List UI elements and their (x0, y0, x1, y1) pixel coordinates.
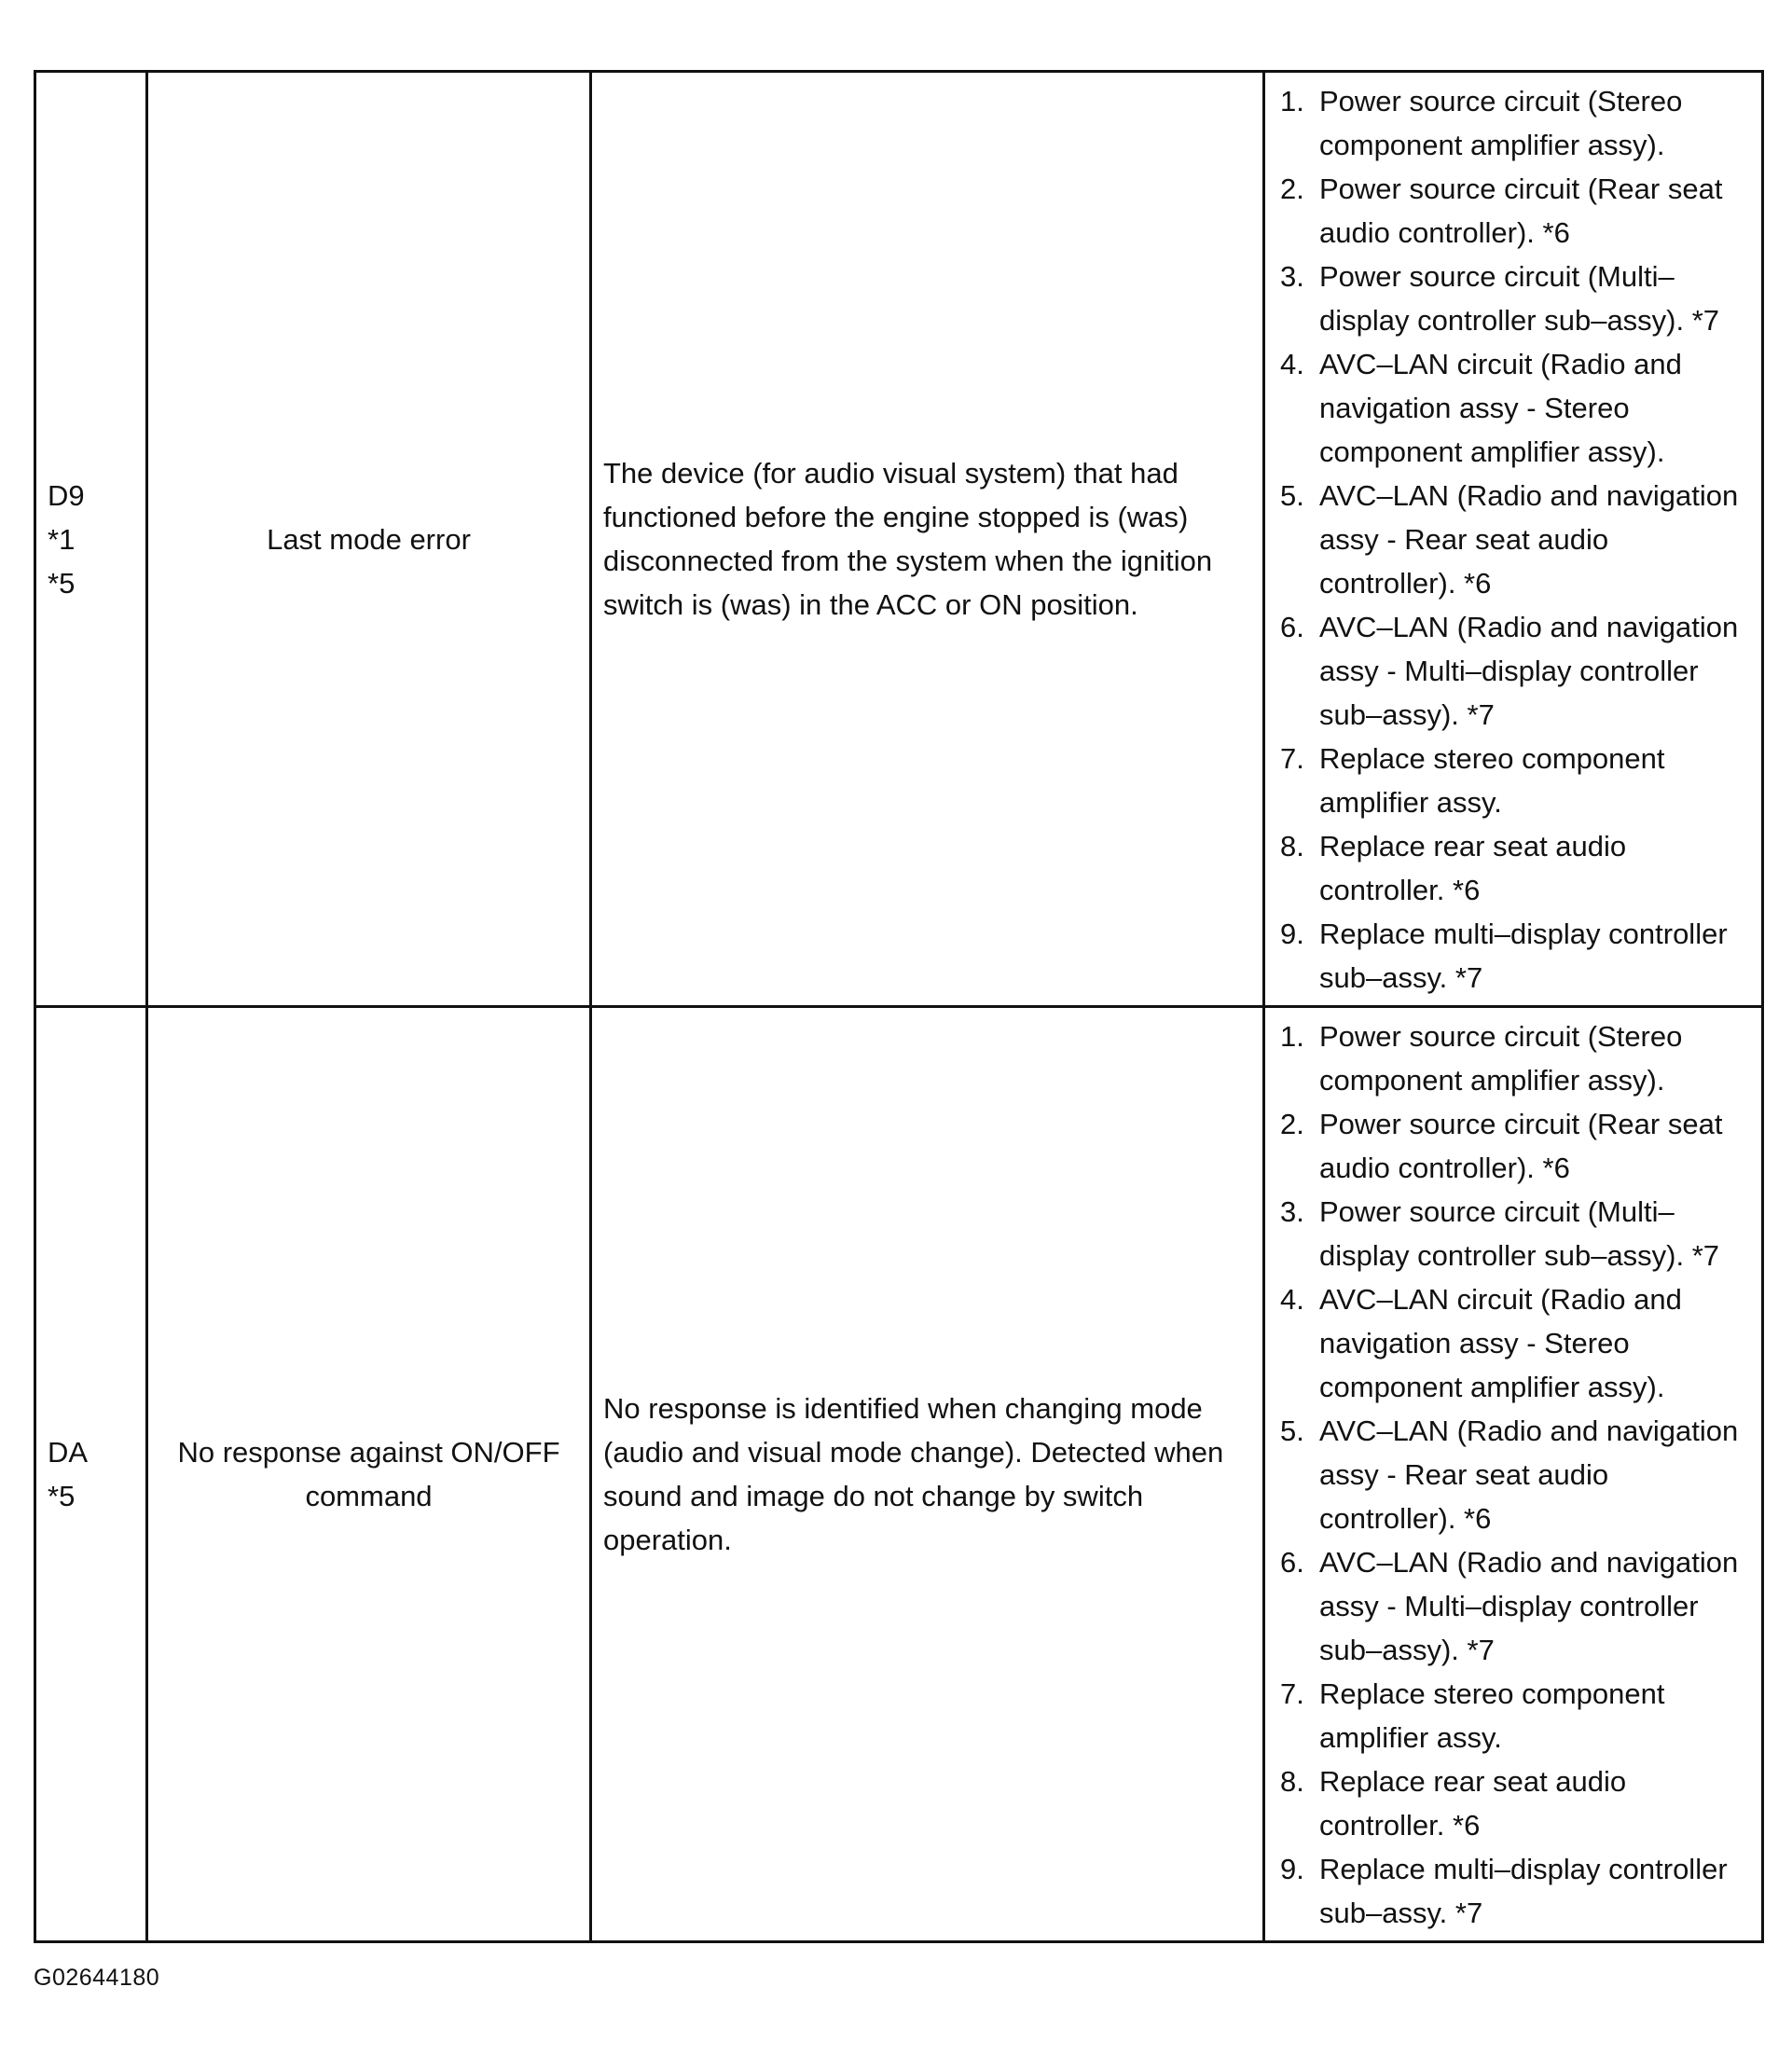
list-item: 8. Replace rear seat audio controller. *6 (1280, 829, 1627, 906)
trouble-area-list (1276, 1014, 1750, 1935)
list-item: 5. AVC–LAN (Radio and navigation assy - Rear seat audio controller). *6 (1280, 478, 1739, 600)
list-item: 3. Power source circuit (Multi–display controller sub–assy). *7 (1280, 1194, 1720, 1272)
detection-item-cell (147, 1007, 591, 1942)
table-row-da (35, 1007, 1763, 1942)
list-item: 9. Replace multi–display controller sub–assy. *7 (1280, 1852, 1728, 1929)
dtc-code: D9 (48, 478, 85, 512)
list-item: 7. Replace stereo component amplifier assy. (1280, 1677, 1665, 1754)
list-item: 6. AVC–LAN (Radio and navigation assy - Multi–display controller sub–assy). *7 (1280, 610, 1739, 731)
detection-condition-cell (591, 1007, 1264, 1942)
detection-item-cell (147, 72, 591, 1007)
list-item: 1. Power source circuit (Stereo component amplifier assy). (1280, 84, 1683, 161)
dtc-note: *5 (48, 1480, 76, 1512)
list-item: 7. Replace stereo component amplifier assy. (1280, 741, 1665, 819)
trouble-area-cell (1264, 1007, 1763, 1942)
trouble-area-list (1276, 79, 1750, 1000)
list-item: 9. Replace multi–display controller sub–assy. *7 (1280, 917, 1728, 994)
dtc-table (34, 70, 1764, 1943)
detection-item: Last mode error (267, 522, 471, 556)
dtc-code: DA (48, 1436, 89, 1469)
list-item: 5. AVC–LAN (Radio and navigation assy - Rear seat audio controller). *6 (1280, 1414, 1739, 1535)
list-item: 4. AVC–LAN circuit (Radio and navigation assy - Stereo component amplifier assy). (1280, 347, 1682, 468)
list-item: 6. AVC–LAN (Radio and navigation assy - Multi–display controller sub–assy). *7 (1280, 1545, 1739, 1666)
list-item: 4. AVC–LAN circuit (Radio and navigation assy - Stereo component amplifier assy). (1280, 1282, 1682, 1403)
dtc-code-cell (35, 72, 147, 1007)
dtc-note: *1 (48, 522, 76, 556)
detection-condition-cell (591, 72, 1264, 1007)
list-item: 8. Replace rear seat audio controller. *6 (1280, 1764, 1627, 1842)
trouble-area-cell (1264, 72, 1763, 1007)
list-item: 2. Power source circuit (Rear seat audio controller). *6 (1280, 172, 1723, 249)
table-row-d9 (35, 72, 1763, 1007)
detection-item: No response against ON/OFF command (177, 1436, 560, 1512)
figure-id: G02644180 (34, 1965, 160, 1991)
list-item: 1. Power source circuit (Stereo component amplifier assy). (1280, 1019, 1683, 1097)
detection-condition: No response is identified when changing mode (audio and visual mode change). Detected when sound and image do not change by switch operation. (603, 1392, 1224, 1556)
dtc-note: *5 (48, 566, 76, 600)
list-item: 3. Power source circuit (Multi–display controller sub–assy). *7 (1280, 259, 1720, 337)
detection-condition: The device (for audio visual system) that had functioned before the engine stopped is (was) disconnected from the system when the ignition switch is (was) in the ACC or ON position. (603, 457, 1213, 621)
dtc-code-cell (35, 1007, 147, 1942)
list-item: 2. Power source circuit (Rear seat audio controller). *6 (1280, 1107, 1723, 1184)
